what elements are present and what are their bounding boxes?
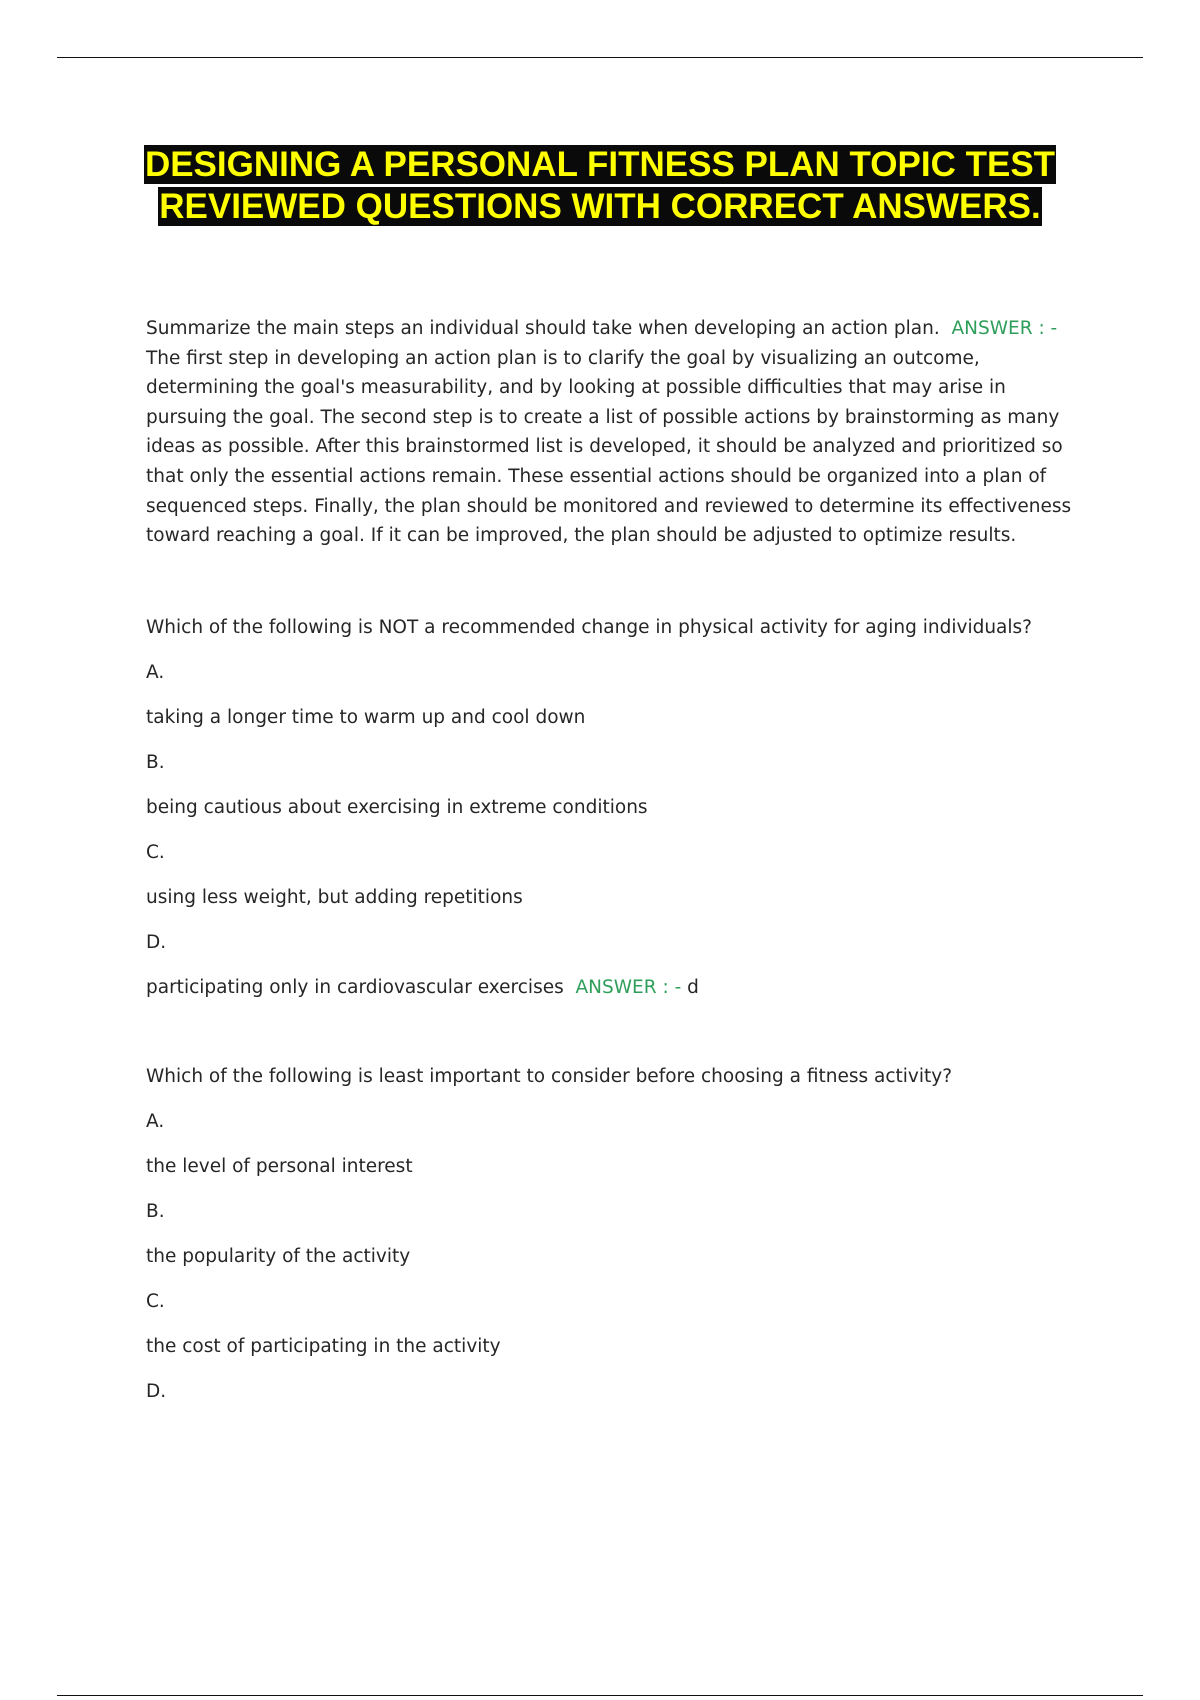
top-rule: [57, 57, 1143, 58]
q3-option-a-text: the level of personal interest: [146, 1155, 413, 1177]
q2-option-c-text: using less weight, but adding repetitions: [146, 886, 523, 908]
q1-answer: The first step in developing an action plan is to clarify the goal by visualizing an outcome, determining the goal's measurability, and by looking at possible difficulties that may arise in pursuing the goal. The second step is to create a list of possible actions by brainstorming as many ideas as possible. After this brainstormed list is developed, it should be analyzed and prioritized so that only the essential actions remain. These essential actions should be organized into a plan of sequenced steps. Finally, the plan should be monitored and reviewed to determine its effectiveness toward reaching a goal. If it can be improved, the plan should be adjusted to optimize results.: [146, 347, 1072, 547]
q2-answer: d: [687, 976, 699, 998]
q3-option-b-letter: B.: [146, 1200, 165, 1222]
q2-answer-tag: ANSWER : -: [575, 976, 682, 998]
q2-option-b-letter: B.: [146, 751, 165, 773]
q3-option-c-text: the cost of participating in the activity: [146, 1335, 501, 1357]
q3-option-a-letter: A.: [146, 1110, 165, 1132]
document-title-highlight: DESIGNING A PERSONAL FITNESS PLAN TOPIC TEST REVIEWED QUESTIONS WITH CORRECT ANSWERS.: [144, 145, 1056, 226]
document-title: [140, 144, 1060, 228]
q1-block: [146, 314, 1076, 551]
q2-block: [146, 613, 1076, 1002]
q1-answer-tag: ANSWER : -: [951, 318, 1058, 339]
document-body: [146, 314, 1076, 1406]
q1-question: Summarize the main steps an individual should take when developing an action plan.: [146, 318, 940, 339]
q3-option-d-letter: D.: [146, 1380, 167, 1402]
q2-option-c-letter: C.: [146, 841, 165, 863]
q2-option-d-letter: D.: [146, 931, 167, 953]
q3-question: Which of the following is least important to consider before choosing a fitness activity?: [146, 1065, 953, 1087]
q2-option-d-text: participating only in cardiovascular exercises: [146, 976, 564, 998]
q3-option-b-text: the popularity of the activity: [146, 1245, 411, 1267]
q3-block: [146, 1062, 1076, 1406]
q2-question: Which of the following is NOT a recommended change in physical activity for aging individuals?: [146, 616, 1032, 638]
q2-option-a-letter: A.: [146, 661, 165, 683]
q3-option-c-letter: C.: [146, 1290, 165, 1312]
q2-option-b-text: being cautious about exercising in extreme conditions: [146, 796, 648, 818]
bottom-rule: [57, 1695, 1143, 1696]
q2-option-a-text: taking a longer time to warm up and cool down: [146, 706, 586, 728]
q2-option-d-line: [146, 973, 1076, 1002]
